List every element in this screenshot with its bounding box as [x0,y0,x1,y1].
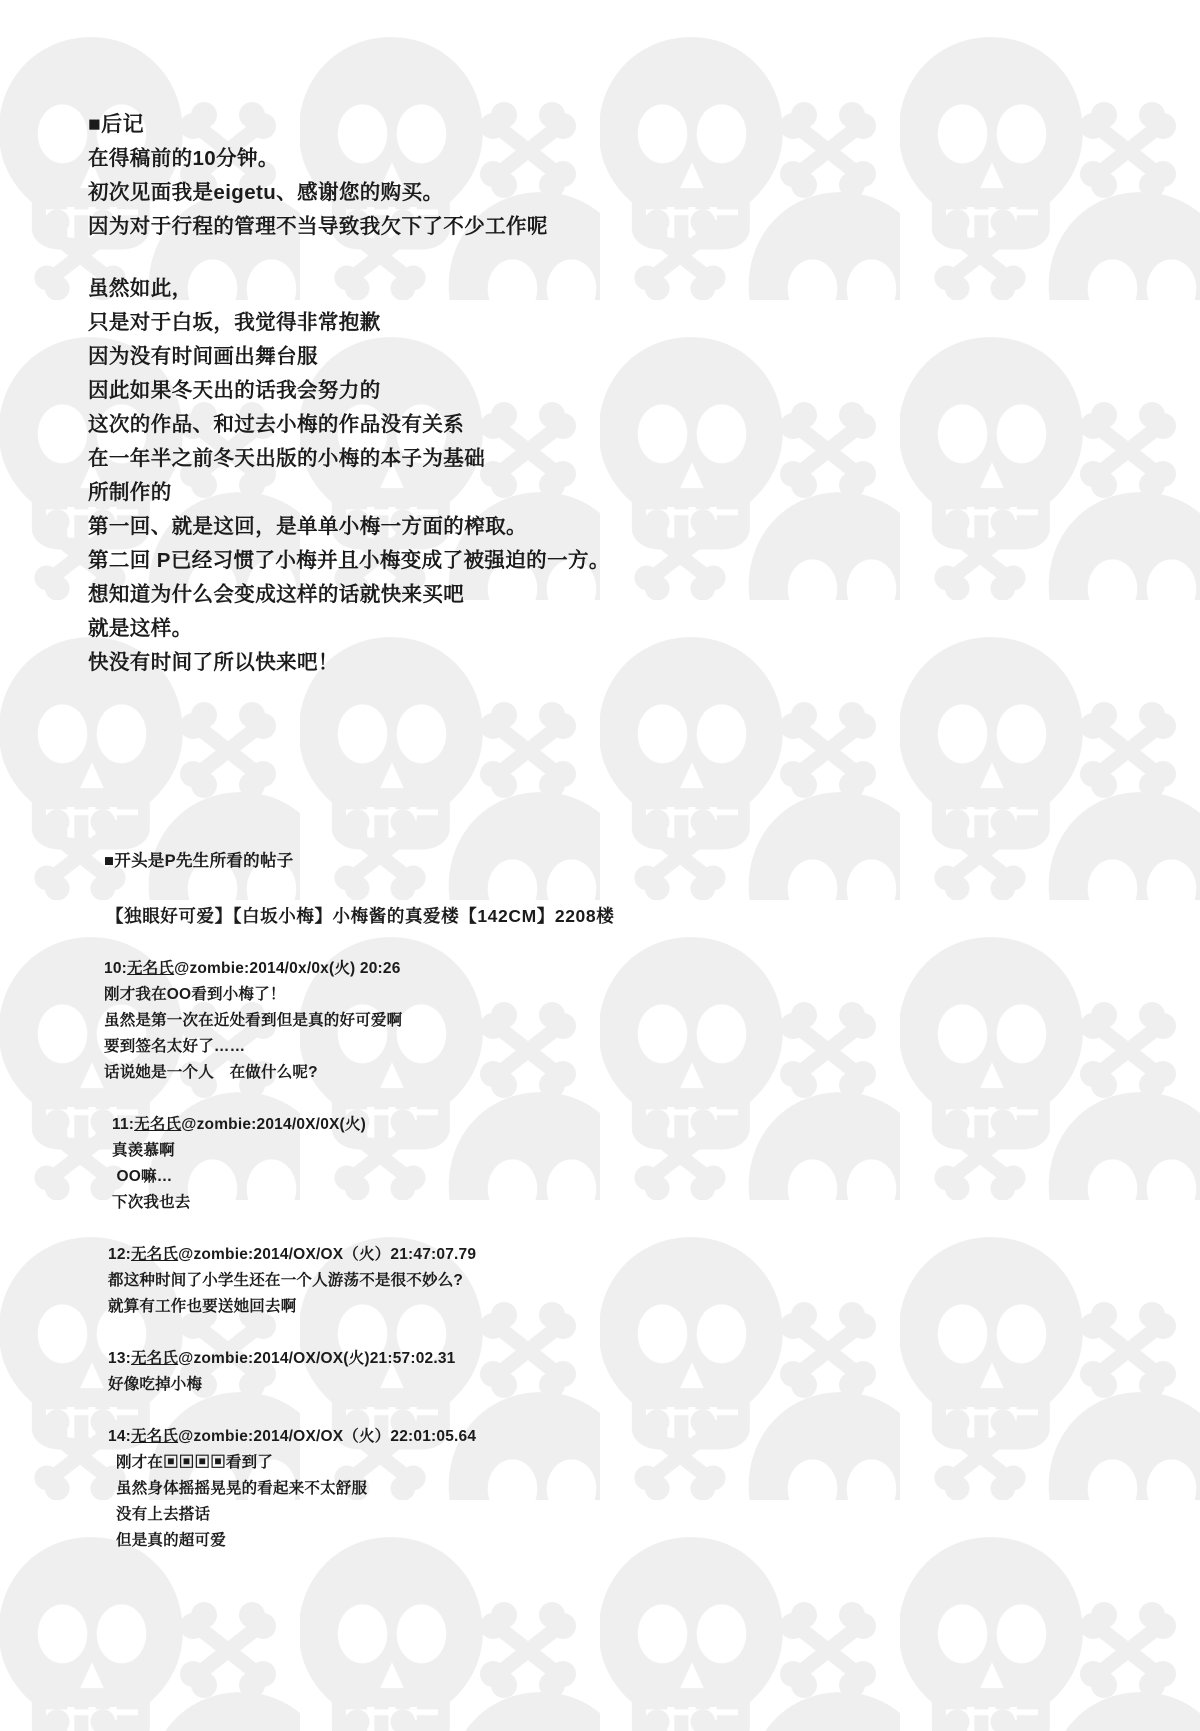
post-body [108,1450,964,1554]
post-line: OO嘛… [112,1168,173,1185]
afterword-line: 在一年半之前冬天出版的小梅的本子为基础 [88,447,486,470]
afterword-line: 因为对于行程的管理不当导致我欠下了不少工作呢 [88,215,548,238]
thread-post [108,1346,964,1398]
post-body [108,1372,964,1398]
post-number: 11: [112,1116,135,1133]
post-line: 都这种时间了小学生还在一个人游荡不是很不妙么? [108,1272,464,1289]
afterword-line: 想知道为什么会变成这样的话就快来买吧 [88,583,465,606]
afterword-heading: ■后记 [88,113,145,136]
post-line: 但是真的超可爱 [116,1532,226,1549]
post-number: 13: [108,1350,132,1367]
post-body [108,1268,964,1320]
post-timestamp: @zombie:2014/OX/OX(火)21:57:02.31 [178,1350,456,1367]
afterword-line: 在得稿前的10分钟。 [88,147,279,170]
afterword-line: 因为没有时间画出舞台服 [88,345,318,368]
post-line: 好像吃掉小梅 [108,1376,203,1393]
afterword-line: 第二回 P已经习惯了小梅并且小梅变成了被强迫的一方。 [88,549,610,572]
post-line: 要到签名太好了…… [104,1038,246,1055]
thread-post [108,1424,964,1554]
post-line: 虽然是第一次在近处看到但是真的好可爱啊 [104,1012,403,1029]
paragraph-spacer [88,244,848,272]
thread-post [104,956,964,1086]
afterword-line: 因此如果冬天出的话我会努力的 [88,379,381,402]
post-meta [104,956,964,982]
post-number: 10: [104,960,128,977]
post-body [104,982,964,1086]
post-author: 无名氏 [131,1350,179,1367]
post-meta [108,1242,964,1268]
post-number: 14: [108,1428,132,1445]
thread-section-heading: ■开头是P先生所看的帖子 [104,852,294,870]
afterword-line: 快没有时间了所以快来吧！ [88,651,339,674]
post-line: 刚才我在OO看到小梅了！ [104,986,286,1003]
post-line: 就算有工作也要送她回去啊 [108,1298,297,1315]
post-timestamp: @zombie:2014/OX/OX（火）21:47:07.79 [178,1246,477,1263]
post-line: 话说她是一个人 在做什么呢? [104,1064,318,1081]
afterword-line: 只是对于白坂，我觉得非常抱歉 [88,311,381,334]
afterword-line: 初次见面我是eigetu、感谢您的购买。 [88,181,444,204]
thread-post [112,1112,964,1216]
post-line: 下次我也去 [112,1194,191,1211]
post-meta [108,1346,964,1372]
post-body [112,1138,964,1216]
post-line: 刚才在▣▣▣▣看到了 [116,1454,274,1471]
thread-post [108,1242,964,1320]
post-number: 12: [108,1246,132,1263]
thread-title: 【独眼好可爱】【白坂小梅】小梅酱的真爱楼【142CM】2208楼 [106,906,615,926]
post-author: 无名氏 [131,1428,179,1445]
afterword-section [88,108,848,680]
post-author: 无名氏 [134,1116,182,1133]
post-line: 真羡慕啊 [112,1142,175,1159]
afterword-line: 这次的作品、和过去小梅的作品没有关系 [88,413,465,436]
post-timestamp: @zombie:2014/0X/0X(火) [181,1116,366,1133]
thread-section [104,848,964,1580]
post-author: 无名氏 [131,1246,179,1263]
afterword-line: 第一回、就是这回，是单单小梅一方面的榨取。 [88,515,527,538]
post-line: 虽然身体摇摇晃晃的看起来不太舒服 [116,1480,368,1497]
post-meta [108,1424,964,1450]
post-author: 无名氏 [127,960,175,977]
post-timestamp: @zombie:2014/0x/0x(火) 20:26 [174,960,401,977]
post-meta [112,1112,964,1138]
post-timestamp: @zombie:2014/OX/OX（火）22:01:05.64 [178,1428,477,1445]
afterword-line: 所制作的 [88,481,172,504]
afterword-line: 虽然如此， [88,277,193,300]
post-line: 没有上去搭话 [116,1506,211,1523]
afterword-line: 就是这样。 [88,617,193,640]
